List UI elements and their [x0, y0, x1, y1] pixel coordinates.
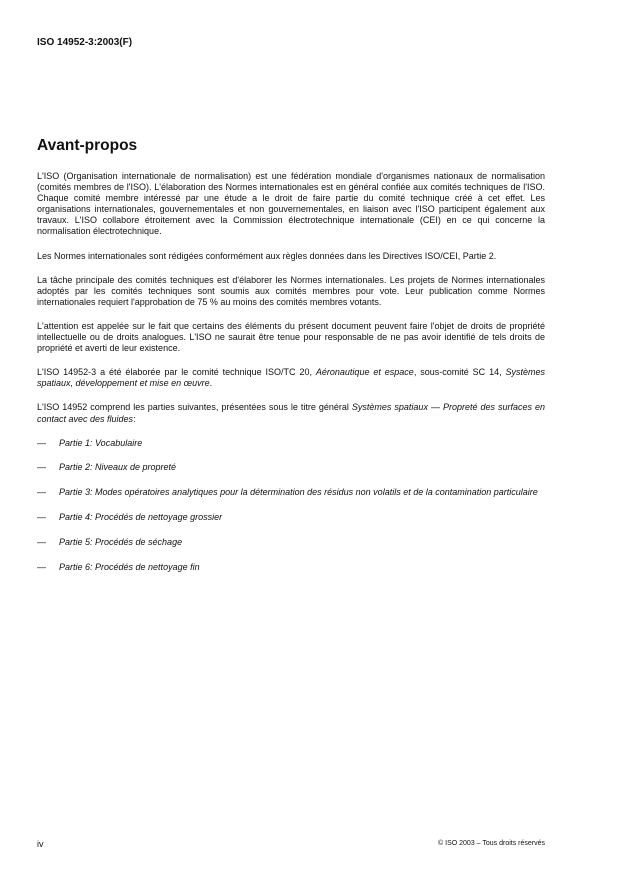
text-run: , sous-comité SC 14,: [413, 367, 506, 378]
em-dash-bullet: —: [37, 487, 46, 498]
subcommittee-title: Systèmes spatiaux, développement et mise en œuvre: [37, 367, 546, 389]
part-title: Partie 4: Procédés de nettoyage grossier: [59, 512, 223, 523]
paragraph-prepared-by: [37, 367, 545, 389]
part-title: Partie 6: Procédés de nettoyage fin: [59, 562, 200, 573]
page-title: Avant-propos: [37, 137, 138, 154]
list-item: [37, 562, 545, 573]
em-dash-bullet: —: [37, 462, 46, 473]
part-title: Partie 5: Procédés de séchage: [59, 537, 183, 548]
text-run: L'ISO 14952-3 a été élaborée par le comité technique ISO/TC 20,: [37, 367, 316, 378]
part-title: Partie 2: Niveaux de propreté: [59, 462, 177, 473]
text-run: .: [209, 378, 213, 389]
paragraph-tc-task: La tâche principale des comités techniques est d'élaborer les Normes internationales. Les projets de Normes internationales adoptés par les comités techniques sont soumis aux comités membres pour vote. Leur publication comme Normes internationales requiert l'approbation de 75 % au moins des comités membres votants.: [37, 274, 545, 307]
document-id-header: ISO 14952-3:2003(F): [37, 37, 133, 48]
parts-list: [37, 438, 545, 574]
paragraph-patent-notice: L'attention est appelée sur le fait que certains des éléments du présent document peuvent faire l'objet de droits de propriété intellectuelle ou de droits analogues. L'ISO ne saurait être tenue pour responsable de ne pas avoir identifié de tels droits de propriété et averti de leur existence.: [37, 320, 545, 354]
part-title: Partie 1: Vocabulaire: [59, 437, 143, 448]
paragraph-parts-intro: [37, 402, 545, 424]
text-run: :: [133, 413, 136, 424]
list-item: [37, 438, 545, 449]
committee-title: Aéronautique et espace: [315, 367, 414, 378]
series-title: Systèmes spatiaux — Propreté des surfaces en contact avec des fluides: [37, 402, 545, 424]
em-dash-bullet: —: [37, 512, 46, 523]
document-body: [37, 171, 545, 587]
paragraph-directives: Les Normes internationales sont rédigées conformément aux règles données dans les Directives ISO/CEI, Partie 2.: [37, 250, 497, 261]
list-item: [37, 537, 545, 548]
text-run: L'ISO 14952 comprend les parties suivantes, présentées sous le titre général: [37, 402, 352, 413]
page-number: iv: [37, 839, 44, 849]
list-item: [37, 512, 545, 523]
em-dash-bullet: —: [37, 437, 46, 448]
em-dash-bullet: —: [37, 537, 46, 548]
em-dash-bullet: —: [37, 562, 46, 573]
list-item: [37, 462, 545, 473]
part-title: Partie 3: Modes opératoires analytiques pour la détermination des résidus non volatils et de la contamination particulaire: [59, 487, 538, 498]
paragraph-iso-intro: L'ISO (Organisation internationale de normalisation) est une fédération mondiale d'organismes nationaux de normalisation (comités membres de l'ISO). L'élaboration des Normes internationales est en général confiée aux comités techniques de l'ISO. Chaque comité membre intéressé par une étude a le droit de faire partie du comité technique créé à cet effet. Les organisations internationales, gouvernementales et non gouvernementales, en liaison avec l'ISO participent également aux travaux. L'ISO collabore étroitement avec la Commission électrotechnique internationale (CEI) en ce qui concerne la normalisation électrotechnique.: [37, 171, 545, 237]
list-item: [37, 487, 545, 498]
copyright-notice: © ISO 2003 – Tous droits réservés: [438, 840, 545, 847]
